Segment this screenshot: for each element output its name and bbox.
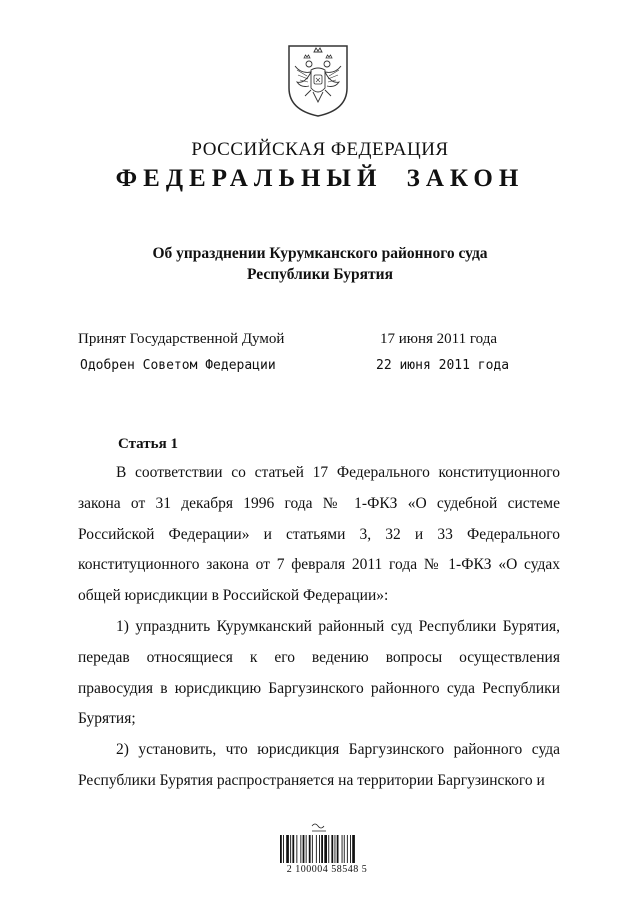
country-heading: РОССИЙСКАЯ ФЕДЕРАЦИЯ: [191, 139, 449, 160]
article-paragraph: В соответствии со статьей 17 Федерального конституционного закона от 31 декабря 1996 года № 1-ФКЗ «О судебной системе Российской Федерации» и статьями 3, 32 и 33 Федерального конституционного закона от 7 февраля 2011 года № 1-ФКЗ «О судах общей юрисдикции в Российской Федерации»:: [78, 464, 560, 605]
law-type-heading: ФЕДЕРАЛЬНЫЙ ЗАКОН: [115, 165, 525, 192]
article-body: [78, 458, 560, 797]
duma-adoption-date: 17 июня 2011 года: [380, 331, 497, 347]
barcode-number: 2 100004 58548 5: [286, 864, 368, 875]
coat-of-arms-emblem: [287, 44, 349, 118]
council-approval-date: 22 июня 2011 года: [376, 358, 510, 373]
article-paragraph: 2) установить, что юрисдикция Баргузинского районного суда Республики Бурятия распространяется на территории Баргузинского и: [78, 741, 560, 789]
article-paragraph: 1) упразднить Курумканский районный суд Республики Бурятия, передав относящиеся к его ведению вопросы осуществления правосудия в юрисдикцию Баргузинского районного суда Республики Бурятия;: [78, 617, 560, 728]
law-title-line-2: Республики Бурятия: [247, 266, 393, 283]
council-approval-label: Одобрен Советом Федерации: [80, 358, 276, 373]
law-title: [0, 243, 640, 285]
duma-adoption-label: Принят Государственной Думой: [78, 331, 285, 347]
law-title-line-1: Об упразднении Курумканского районного суда: [152, 245, 488, 262]
article-heading: Статья 1: [118, 436, 178, 452]
